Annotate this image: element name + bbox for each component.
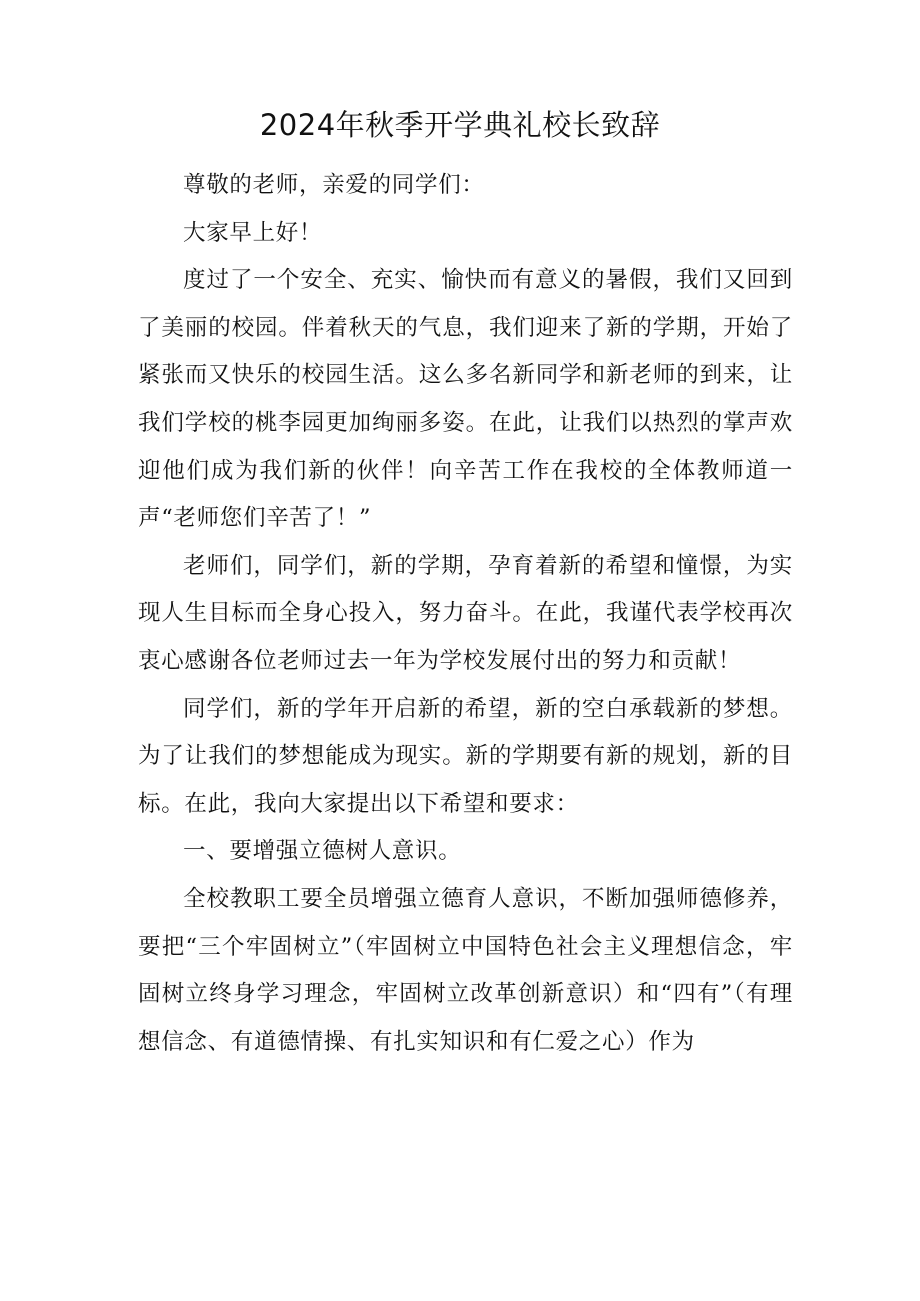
- body-paragraph: 老师们，同学们，新的学期，孕育着新的希望和憧憬，为实现人生目标而全身心投入，努力奋斗。在此，我谨代表学校再次衷心感谢各位老师过去一年为学校发展付出的努力和贡献！: [138, 552, 793, 674]
- section-heading: 一、要增强立德树人意识。: [183, 838, 462, 865]
- salutation-paragraph: 尊敬的老师，亲爱的同学们：: [183, 172, 485, 198]
- body-paragraph: 全校教职工要全员增强立德育人意识，不断加强师德修养，要把“三个牢固树立”（牢固树立中国特色社会主义理想信念，牢固树立终身学习理念，牢固树立改革创新意识）和“四有”（有理想信念、有道德情操、有扎实知识和有仁爱之心）作为: [138, 885, 793, 1055]
- document-title: 2024年秋季开学典礼校长致辞: [259, 108, 661, 142]
- document-body: [138, 162, 793, 1066]
- greeting-paragraph: 大家早上好！: [183, 219, 323, 246]
- body-paragraph: 同学们，新的学年开启新的希望，新的空白承载新的梦想。为了让我们的梦想能成为现实。新的学期要有新的规划，新的目标。在此，我向大家提出以下希望和要求：: [138, 695, 793, 817]
- body-paragraph: 度过了一个安全、充实、愉快而有意义的暑假，我们又回到了美丽的校园。伴着秋天的气息，我们迎来了新的学期，开始了紧张而又快乐的校园生活。这么多名新同学和新老师的到来，让我们学校的桃李园更加绚丽多姿。在此，让我们以热烈的掌声欢迎他们成为我们新的伙伴！向辛苦工作在我校的全体教师道一声“老师您们辛苦了！”: [138, 267, 793, 532]
